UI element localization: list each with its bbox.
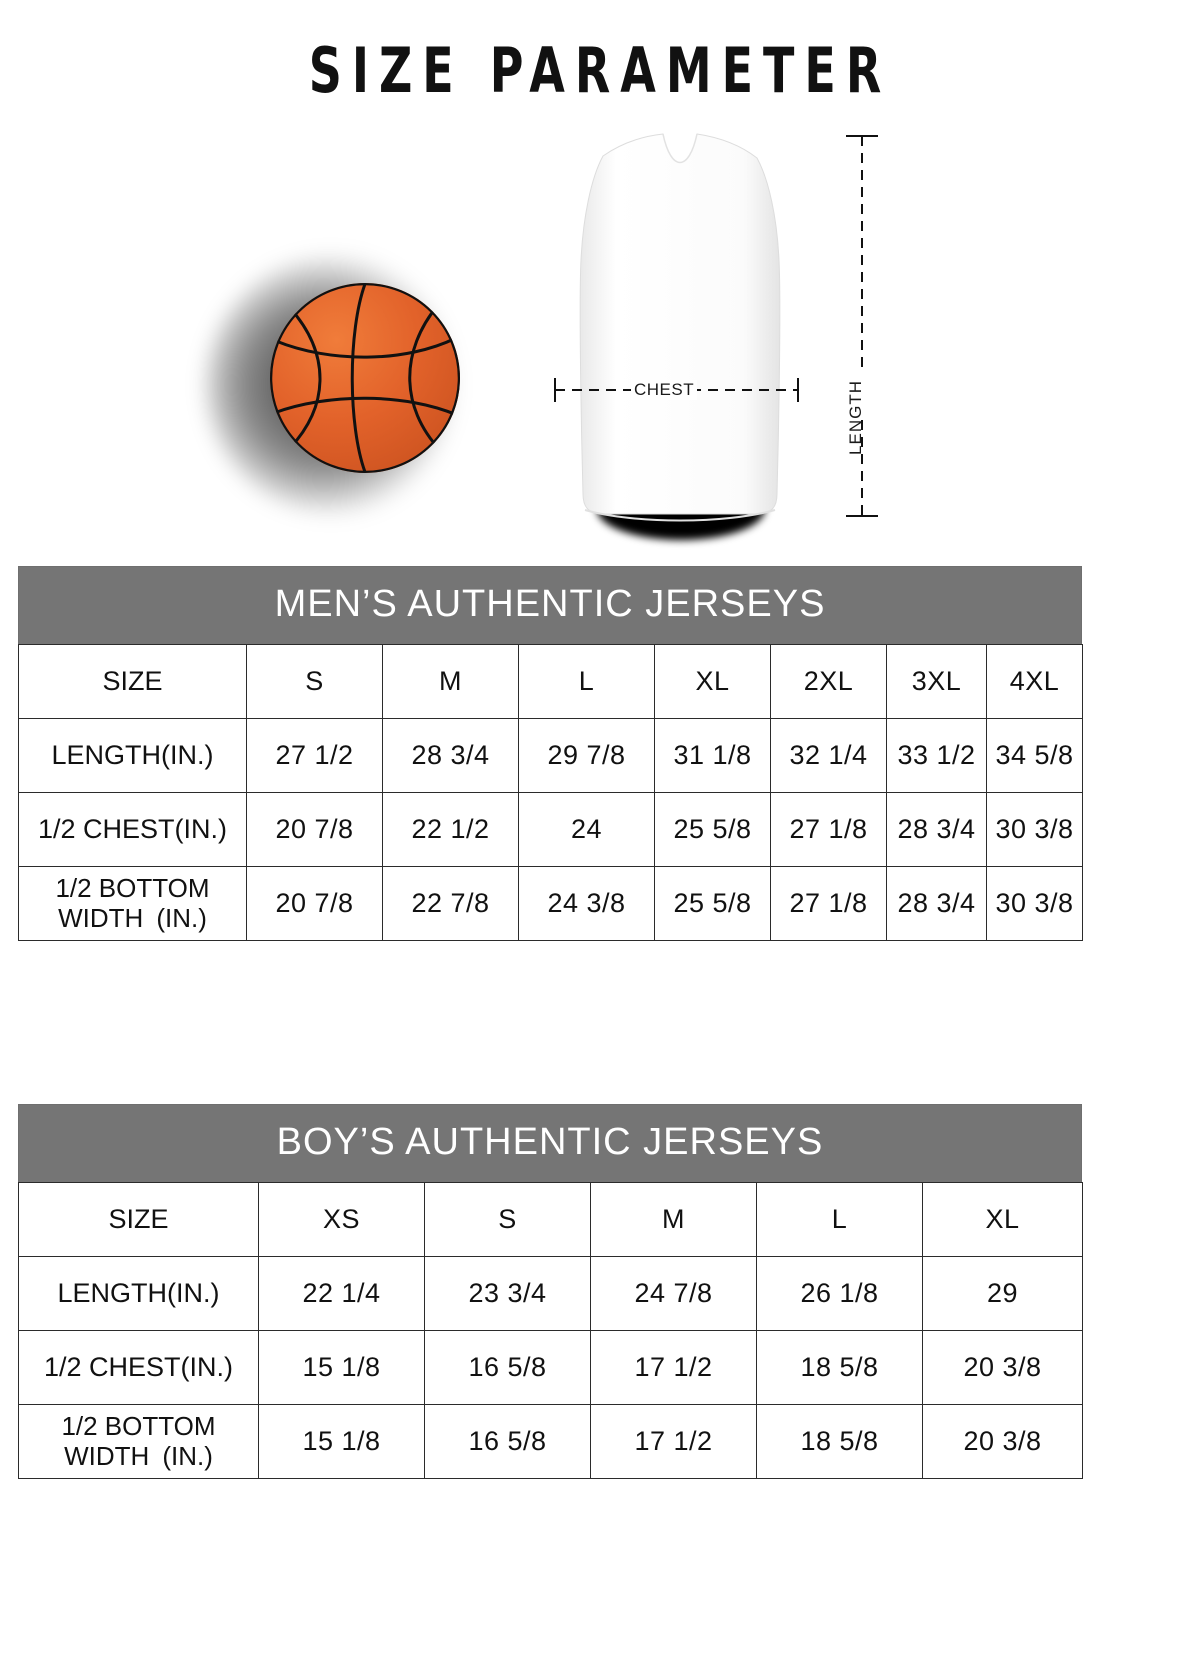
cell-value: 16 5/8 (425, 1331, 591, 1405)
cell-value: 24 7/8 (591, 1257, 757, 1331)
mens-table-header: MEN’S AUTHENTIC JERSEYS (18, 566, 1082, 644)
mens-size-table-block (18, 566, 1082, 941)
cell-value: 15 1/8 (259, 1331, 425, 1405)
cell-value: 30 3/8 (987, 867, 1083, 941)
cell-value: 28 3/4 (383, 719, 519, 793)
column-header-size: SIZE (19, 1183, 259, 1257)
table-row (19, 1405, 1083, 1479)
cell-value: 28 3/4 (887, 793, 987, 867)
column-header-l: L (757, 1183, 923, 1257)
row-label-line1: 1/2 BOTTOM (61, 1410, 216, 1441)
cell-value: 24 (519, 793, 655, 867)
row-label-length: LENGTH(IN.) (19, 719, 247, 793)
cell-value: 17 1/2 (591, 1405, 757, 1479)
cell-value: 16 5/8 (425, 1405, 591, 1479)
jersey-shape (545, 120, 815, 540)
boys-table-header: BOY’S AUTHENTIC JERSEYS (18, 1104, 1082, 1182)
cell-value: 33 1/2 (887, 719, 987, 793)
column-header-size: SIZE (19, 645, 247, 719)
basketball-ball (270, 283, 460, 473)
cell-value: 27 1/8 (771, 793, 887, 867)
row-label-half-bottom-width (19, 1405, 259, 1479)
column-header-s: S (247, 645, 383, 719)
mens-size-table (18, 644, 1083, 941)
column-header-4xl: 4XL (987, 645, 1083, 719)
cell-value: 17 1/2 (591, 1331, 757, 1405)
row-label-line2: WIDTH (IN.) (64, 1440, 213, 1471)
basketball-lines-icon (270, 283, 460, 473)
cell-value: 24 3/8 (519, 867, 655, 941)
cell-value: 25 5/8 (655, 867, 771, 941)
cell-value: 20 3/8 (923, 1331, 1083, 1405)
row-label-half-chest: 1/2 CHEST(IN.) (19, 1331, 259, 1405)
column-header-2xl: 2XL (771, 645, 887, 719)
cell-value: 22 7/8 (383, 867, 519, 941)
cell-value: 23 3/4 (425, 1257, 591, 1331)
table-row (19, 867, 1083, 941)
column-header-3xl: 3XL (887, 645, 987, 719)
row-label-line1: 1/2 BOTTOM (55, 872, 210, 903)
column-header-xs: XS (259, 1183, 425, 1257)
cell-value: 22 1/4 (259, 1257, 425, 1331)
cell-value: 32 1/4 (771, 719, 887, 793)
cell-value: 29 (923, 1257, 1083, 1331)
cell-value: 27 1/8 (771, 867, 887, 941)
row-label-half-chest: 1/2 CHEST(IN.) (19, 793, 247, 867)
column-header-xl: XL (923, 1183, 1083, 1257)
column-header-s: S (425, 1183, 591, 1257)
boys-size-table-block (18, 1104, 1082, 1479)
chest-dimension-label: CHEST (631, 380, 697, 400)
column-header-l: L (519, 645, 655, 719)
table-row (19, 1257, 1083, 1331)
jersey-icon (545, 120, 815, 540)
column-header-xl: XL (655, 645, 771, 719)
cell-value: 20 3/8 (923, 1405, 1083, 1479)
cell-value: 20 7/8 (247, 793, 383, 867)
product-illustration (0, 110, 1200, 550)
basketball-icon (248, 275, 468, 495)
table-row (19, 1183, 1083, 1257)
cell-value: 18 5/8 (757, 1331, 923, 1405)
cell-value: 30 3/8 (987, 793, 1083, 867)
cell-value: 25 5/8 (655, 793, 771, 867)
cell-value: 31 1/8 (655, 719, 771, 793)
cell-value: 26 1/8 (757, 1257, 923, 1331)
column-header-m: M (591, 1183, 757, 1257)
length-dimension-line (838, 120, 884, 530)
cell-value: 27 1/2 (247, 719, 383, 793)
row-label-length: LENGTH(IN.) (19, 1257, 259, 1331)
cell-value: 28 3/4 (887, 867, 987, 941)
page-title: SIZE PARAMETER (308, 34, 892, 107)
cell-value: 29 7/8 (519, 719, 655, 793)
table-row (19, 719, 1083, 793)
row-label-half-bottom-width (19, 867, 247, 941)
table-row (19, 793, 1083, 867)
table-row (19, 1331, 1083, 1405)
column-header-m: M (383, 645, 519, 719)
cell-value: 22 1/2 (383, 793, 519, 867)
table-row (19, 645, 1083, 719)
boys-size-table (18, 1182, 1083, 1479)
cell-value: 34 5/8 (987, 719, 1083, 793)
cell-value: 18 5/8 (757, 1405, 923, 1479)
cell-value: 20 7/8 (247, 867, 383, 941)
row-label-line2: WIDTH (IN.) (58, 902, 207, 933)
cell-value: 15 1/8 (259, 1405, 425, 1479)
length-dimension-label: LENGTH (846, 380, 865, 455)
